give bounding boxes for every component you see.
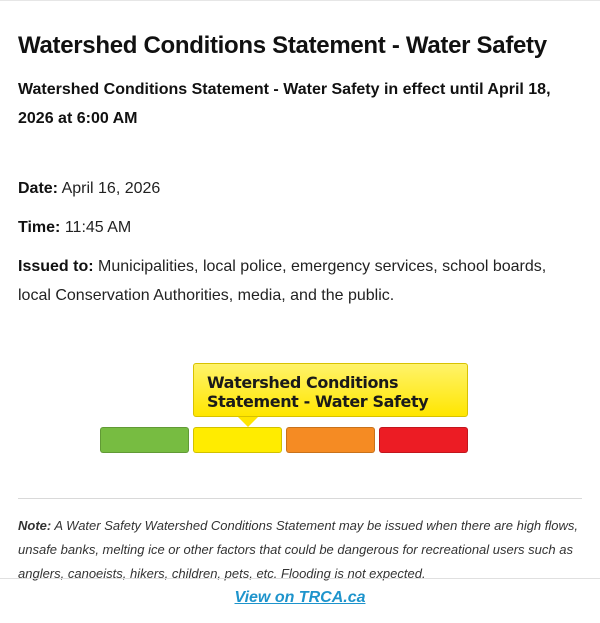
statement-body: [0, 1, 600, 586]
view-on-trca-link[interactable]: View on TRCA.ca: [234, 589, 366, 606]
date-value: April 16, 2026: [61, 180, 161, 197]
issued-to-value: Municipalities, local police, emergency services, school boards, local Conservation Authorities, media, and the public.: [18, 258, 547, 304]
divider: [18, 498, 582, 499]
footer: [0, 578, 600, 623]
callout-line-1: Watershed Conditions: [207, 373, 399, 392]
level-bar-green: [100, 427, 189, 453]
issued-to-label: Issued to:: [18, 258, 94, 275]
note-paragraph: [18, 514, 582, 586]
date-field: [18, 174, 582, 203]
page-title: Watershed Conditions Statement - Water Safety: [18, 32, 547, 59]
callout-pointer: [238, 417, 258, 427]
level-bar-red: [379, 427, 468, 453]
level-bar-yellow: [193, 427, 282, 453]
time-value: 11:45 AM: [64, 219, 132, 236]
issued-to-field: [18, 252, 582, 310]
effective-until-text: Watershed Conditions Statement - Water Safety in effect until April 18, 2026 at 6:00 AM: [18, 81, 551, 127]
watershed-status-graphic: [18, 362, 582, 482]
date-label: Date:: [18, 180, 59, 197]
level-bar-orange: [286, 427, 375, 453]
status-callout: [193, 363, 468, 417]
note-text: A Water Safety Watershed Conditions Statement may be issued when there are high flows, unsafe banks, melting ice or other factors that could be dangerous for recreational users such as anglers, canoeists, hikers, children, pets, etc. Flooding is not expected.: [18, 518, 579, 581]
time-label: Time:: [18, 219, 61, 236]
note-label: Note:: [18, 518, 52, 533]
callout-line-2: Statement - Water Safety: [207, 392, 429, 411]
time-field: [18, 213, 582, 242]
callout-text: [207, 373, 428, 411]
